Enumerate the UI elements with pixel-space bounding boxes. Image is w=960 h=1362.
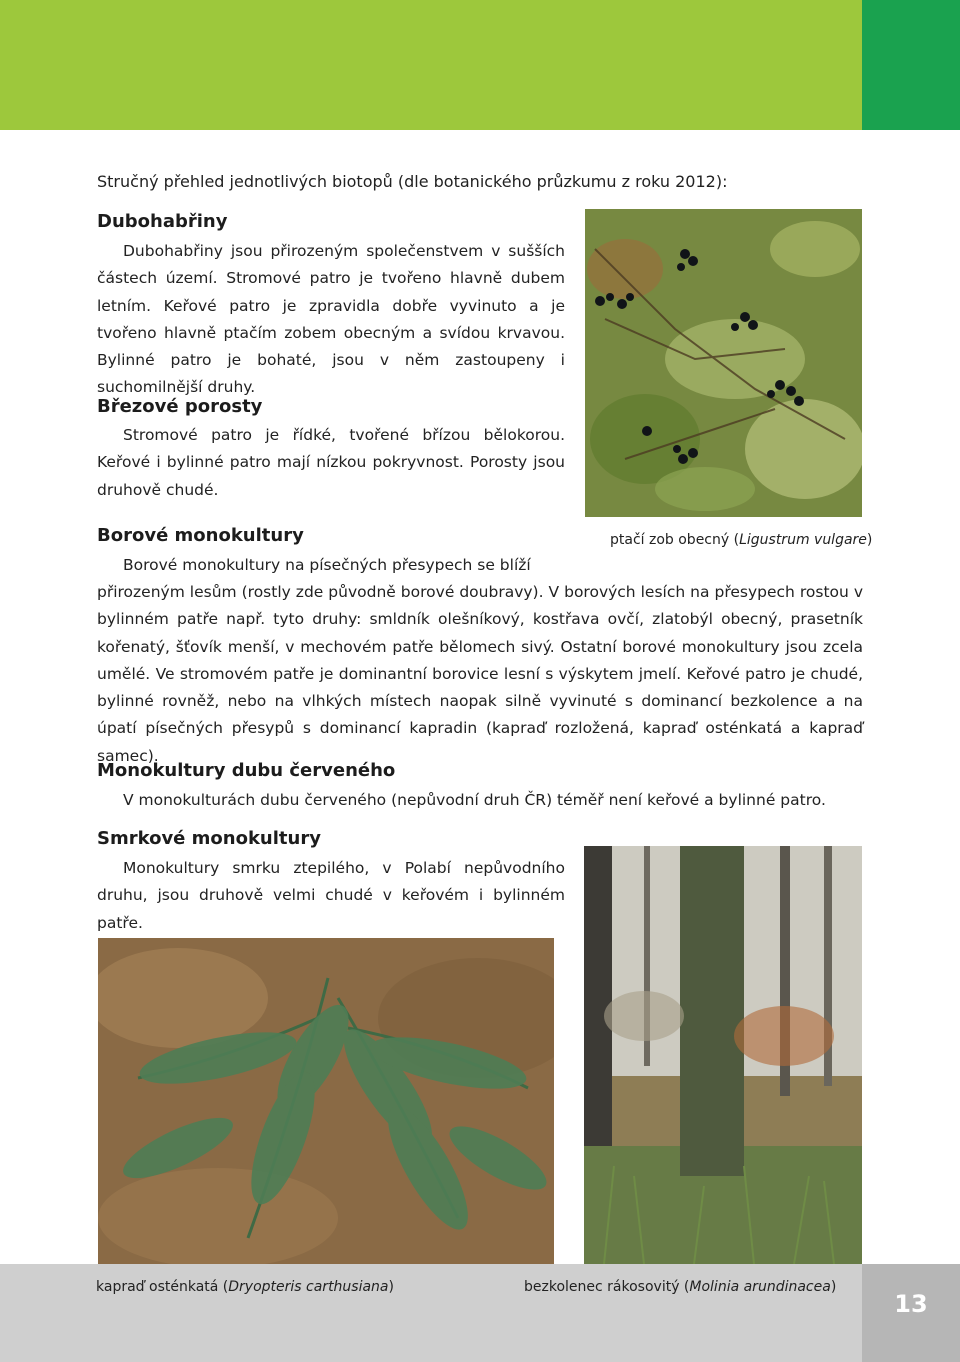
paragraph-borove-long: přirozeným lesům (rostly zde původně borové doubravy). V borových lesích na přesypech rostou v bylinném patře např. tyto druhy: smldník olešníkový, kostřava ovčí, zlatobýl obecný, prasetník kořenatý, šťovík menší, v mechovém patře bělomech sivý. Ostatní borové monokultury jsou zcela umělé. Ve stromovém patře je dominantní borovice lesní s výskytem jmelí. Keřové patro je chudé, bylinné rovněž, nebo na vlhkých místech naopak silně vyvinuté s dominancí bezkolence a na úpatí písečných přesypů s dominancí kapradin (kapraď rozložená, kapraď osténkatá a kapraď samec).	[97, 583, 863, 765]
paragraph-brezove-porosty: Stromové patro je řídké, tvořené břízou bělokorou. Keřové i bylinné patro mají nízkou pokryvnost. Porosty jsou druhově chudé.	[97, 426, 565, 499]
caption-ligustrum: ptačí zob obecný (Ligustrum vulgare)	[610, 532, 873, 548]
heading-dub-cerveny: Monokultury dubu červeného	[97, 760, 396, 781]
heading-brezove-porosty: Březové porosty	[97, 396, 263, 417]
heading-borove-monokultury: Borové monokultury	[97, 525, 304, 546]
header-band-light	[0, 0, 862, 130]
header-band-dark	[862, 0, 960, 130]
heading-smrkove-monokultury: Smrkové monokultury	[97, 828, 321, 849]
heading-dubohabriny: Dubohabřiny	[97, 211, 228, 232]
intro-line: Stručný přehled jednotlivých biotopů (dle botanického průzkumu z roku 2012):	[97, 172, 728, 191]
ligustrum-illustration	[585, 209, 862, 517]
caption-molinia: bezkolenec rákosovitý (Molinia arundinacea)	[524, 1279, 837, 1295]
paragraph-smrkove-monokultury: Monokultury smrku ztepilého, v Polabí nepůvodního druhu, jsou druhově velmi chudé v keřovém i bylinném patře.	[97, 859, 565, 932]
paragraph-borove-short: Borové monokultury na písečných přesypech se blíží	[123, 556, 531, 574]
paragraph-dubohabriny: Dubohabřiny jsou přirozeným společenstvem v sušších částech území. Stromové patro je tvořeno hlavně dubem letním. Keřové patro je zpravidla dobře vyvinuto a je tvořeno hlavně ptačím zobem obecným a svídou krvavou. Bylinné patro je bohaté, jsou v něm zastoupeny i suchomilnější druhy.	[97, 242, 565, 397]
photo-molinia-arundinacea	[584, 846, 862, 1264]
forest-illustration	[584, 846, 862, 1264]
fern-illustration	[98, 938, 554, 1264]
caption-dryopteris: kapraď osténkatá (Dryopteris carthusiana)	[96, 1279, 394, 1295]
photo-ligustrum-vulgare	[585, 209, 862, 517]
paragraph-dub-cerveny: V monokulturách dubu červeného (nepůvodní druh ČR) téměř není keřové a bylinné patro.	[123, 791, 826, 809]
photo-dryopteris-carthusiana	[98, 938, 554, 1264]
page-number: 13	[894, 1290, 928, 1318]
